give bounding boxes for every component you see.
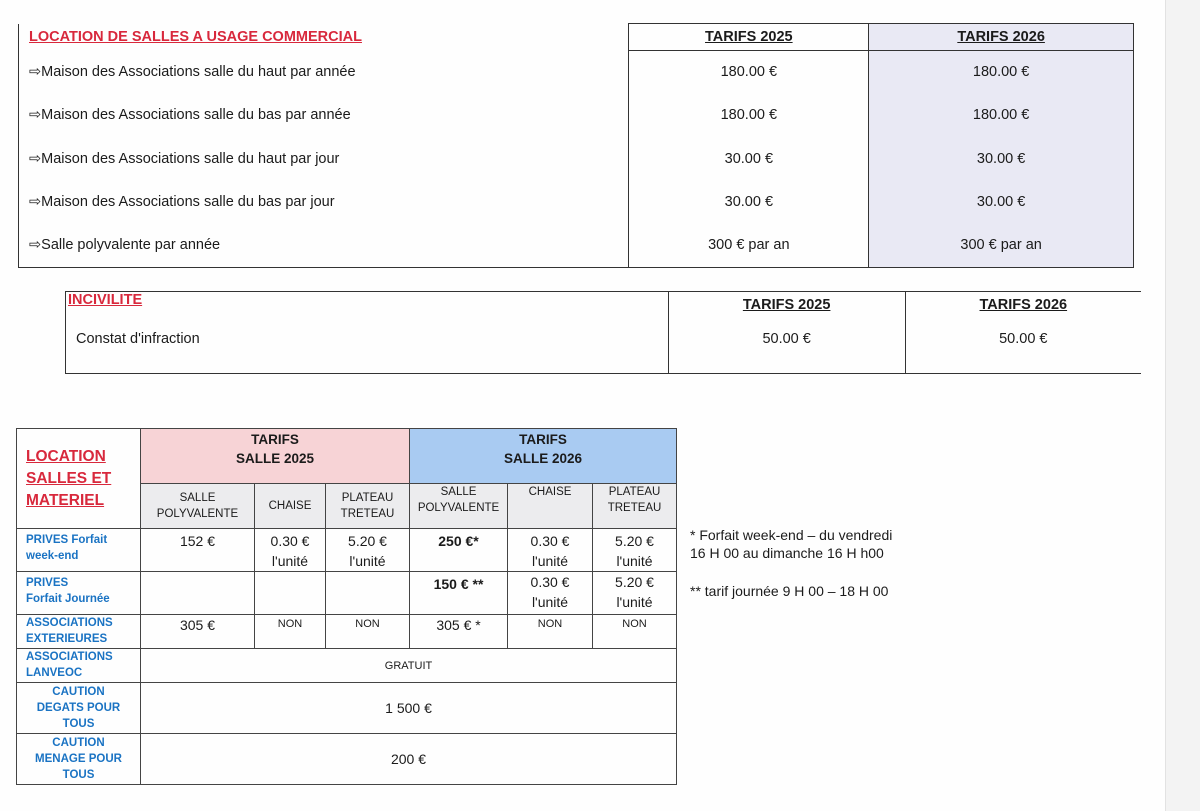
row-label: ⇨Maison des Associations salle du bas par jour <box>19 180 629 223</box>
cell-salle-2026: 305 € * <box>410 615 508 649</box>
table-row <box>66 318 1142 374</box>
table-row <box>17 649 677 683</box>
cell-salle-2025: 305 € <box>141 615 255 649</box>
price-2025: 180.00 € <box>629 94 869 137</box>
sub-header-chaise-2025: CHAISE <box>255 484 326 529</box>
cell-plateau-2026: 5.20 € l'unité <box>593 572 677 615</box>
sub-header-salle-2025: SALLE POLYVALENTE <box>141 484 255 529</box>
table-row <box>19 94 1134 137</box>
row-label: ASSOCIATIONS EXTERIEURES <box>17 615 141 649</box>
commercial-rental-table <box>18 23 1134 268</box>
cell-plateau-2025: NON <box>326 615 410 649</box>
price-2025: 180.00 € <box>629 51 869 94</box>
cell-salle-2026: 250 €* <box>410 529 508 572</box>
sub-header-salle-2026: SALLE POLYVALENTE <box>410 484 508 529</box>
incivilite-title-cell <box>66 292 669 319</box>
row-label: ⇨Salle polyvalente par année <box>19 224 629 268</box>
incivilite-title: INCIVILITE <box>68 292 143 308</box>
row-label: ASSOCIATIONS LANVEOC <box>17 649 141 683</box>
price-2025: 30.00 € <box>629 180 869 223</box>
sub-header-plateau-2025: PLATEAU TRETEAU <box>326 484 410 529</box>
cell-chaise-2026: NON <box>508 615 593 649</box>
commercial-header-2025: TARIFS 2025 <box>629 24 869 51</box>
side-panel <box>1165 0 1200 811</box>
row-label: CAUTION DEGATS POUR TOUS <box>17 683 141 734</box>
price-2026: 180.00 € <box>869 94 1134 137</box>
cell-empty <box>255 572 326 615</box>
sub-header-chaise-2026: CHAISE <box>508 484 593 529</box>
incivilite-table <box>65 291 1141 374</box>
group-header-2025: TARIFS SALLE 2025 <box>141 429 410 484</box>
incivilite-header-2026: TARIFS 2026 <box>905 292 1141 319</box>
cell-chaise-2025: 0.30 € l'unité <box>255 529 326 572</box>
cell-plateau-2026: NON <box>593 615 677 649</box>
cell-plateau-2025: 5.20 € l'unité <box>326 529 410 572</box>
group-header-2026: TARIFS SALLE 2026 <box>410 429 677 484</box>
footnotes <box>690 526 892 600</box>
row-label: ⇨Maison des Associations salle du haut par année <box>19 51 629 94</box>
table-row <box>17 572 677 615</box>
price-2026: 30.00 € <box>869 180 1134 223</box>
table-row <box>19 224 1134 268</box>
cell-gratuit: GRATUIT <box>141 649 677 683</box>
price-2026: 300 € par an <box>869 224 1134 268</box>
row-label: ⇨Maison des Associations salle du bas par année <box>19 94 629 137</box>
row-label: PRIVES Forfait Journée <box>17 572 141 615</box>
cell-salle-2026: 150 € ** <box>410 572 508 615</box>
sub-header-plateau-2026: PLATEAU TRETEAU <box>593 484 677 529</box>
price-2025: 50.00 € <box>668 318 905 374</box>
cell-chaise-2026: 0.30 € l'unité <box>508 529 593 572</box>
price-2025: 300 € par an <box>629 224 869 268</box>
row-label: CAUTION MENAGE POUR TOUS <box>17 734 141 785</box>
table-row <box>17 529 677 572</box>
row-label: PRIVES Forfait week-end <box>17 529 141 572</box>
table-row <box>19 180 1134 223</box>
cell-salle-2025: 152 € <box>141 529 255 572</box>
cell-caution-menage: 200 € <box>141 734 677 785</box>
table-row <box>17 615 677 649</box>
footnote-weekend: * Forfait week-end – du vendredi 16 H 00 au dimanche 16 H h00 <box>690 527 893 561</box>
table-row <box>17 683 677 734</box>
footnote-journee: ** tarif journée 9 H 00 – 18 H 00 <box>690 583 889 599</box>
cell-plateau-2026: 5.20 € l'unité <box>593 529 677 572</box>
price-2026: 180.00 € <box>869 51 1134 94</box>
row-label: Constat d'infraction <box>66 318 669 374</box>
price-2025: 30.00 € <box>629 137 869 180</box>
commercial-header-2026: TARIFS 2026 <box>869 24 1134 51</box>
cell-empty <box>141 572 255 615</box>
cell-chaise-2026: 0.30 € l'unité <box>508 572 593 615</box>
incivilite-header-2025: TARIFS 2025 <box>668 292 905 319</box>
cell-chaise-2025: NON <box>255 615 326 649</box>
cell-caution-degats: 1 500 € <box>141 683 677 734</box>
row-label: ⇨Maison des Associations salle du haut par jour <box>19 137 629 180</box>
price-2026: 30.00 € <box>869 137 1134 180</box>
price-2026: 50.00 € <box>905 318 1141 374</box>
table-row <box>19 51 1134 94</box>
table-row <box>19 137 1134 180</box>
cell-empty <box>326 572 410 615</box>
commercial-title-cell <box>19 24 629 51</box>
table-row <box>17 734 677 785</box>
room-equipment-table <box>16 428 677 785</box>
commercial-title: LOCATION DE SALLES A USAGE COMMERCIAL <box>29 29 362 46</box>
rental-title: LOCATION SALLES ET MATERIEL <box>17 429 141 529</box>
